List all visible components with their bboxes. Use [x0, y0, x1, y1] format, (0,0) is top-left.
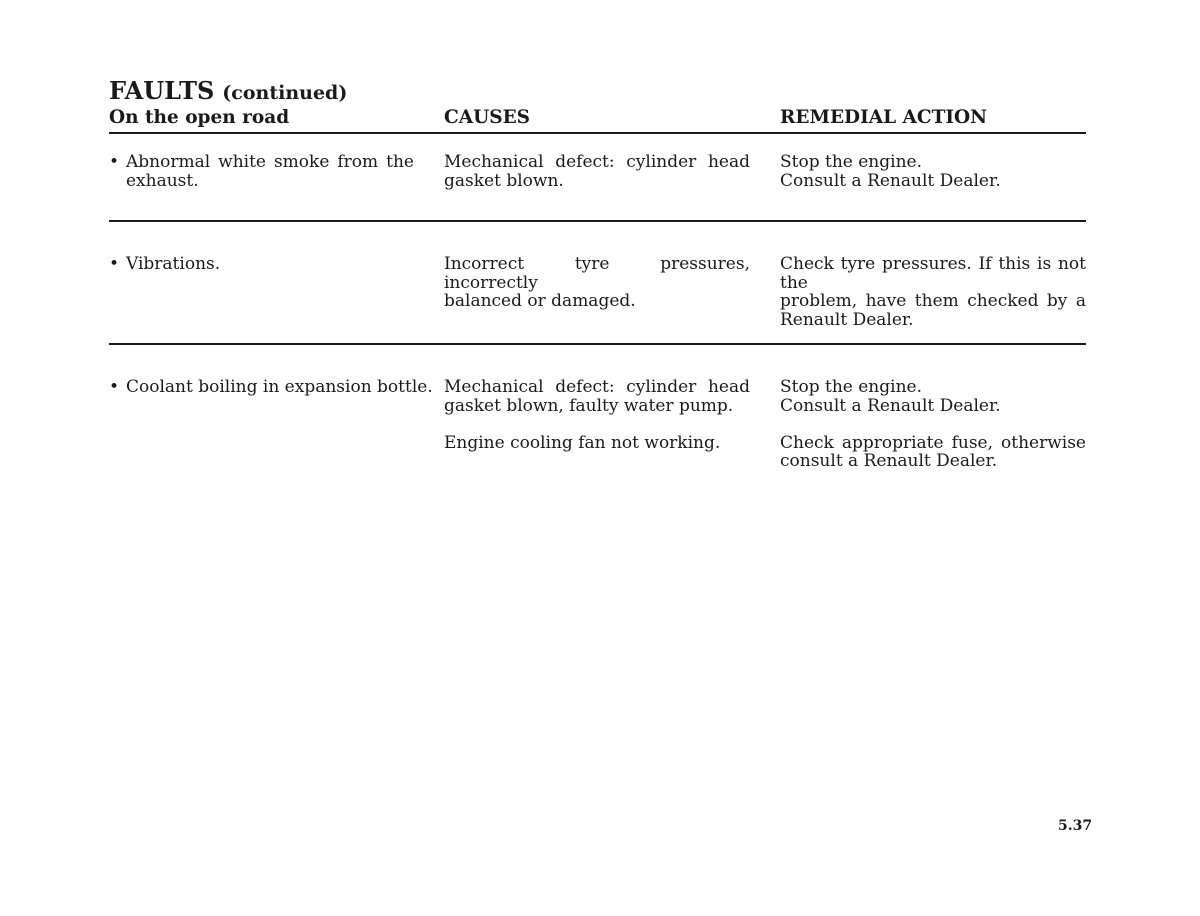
symptom-line: exhaust. [126, 170, 199, 191]
fault-row-coolant [109, 345, 1086, 471]
symptom-line: Abnormal white smoke from the [126, 152, 414, 172]
symptom-cell [109, 153, 444, 220]
cause-action-pair [444, 378, 1086, 415]
symptom-line: Vibrations. [126, 254, 221, 274]
fault-row-smoke [109, 134, 1086, 222]
table-header [109, 104, 1086, 134]
page-title [109, 76, 1086, 104]
symptom-text [126, 255, 414, 274]
bullet: • [109, 254, 120, 274]
bullet: • [109, 152, 120, 172]
header-symptom: On the open road [109, 107, 290, 128]
action-line: Stop the engine. [780, 377, 922, 397]
fault-row-vibrations [109, 222, 1086, 345]
symptom-cell [109, 255, 444, 343]
action-text [780, 378, 1086, 415]
cause-action-group [444, 255, 1086, 343]
cause-action-pair [444, 434, 1086, 471]
symptom-line: Coolant boiling in expansion bottle. [126, 377, 433, 397]
cause-line: gasket blown. [444, 170, 564, 191]
cause-line: Mechanical defect: cylinder head [444, 377, 750, 397]
cause-action-group [444, 153, 1086, 220]
cause-action-pair [444, 255, 1086, 329]
action-line: Consult a Renault Dealer. [780, 170, 1001, 191]
title-suffix: (continued) [222, 82, 348, 104]
cause-line: gasket blown, faulty water pump. [444, 395, 734, 416]
action-text [780, 153, 1086, 190]
title-main: FAULTS [109, 76, 215, 105]
bullet: • [109, 377, 120, 397]
cause-text [444, 434, 780, 471]
cause-text [444, 255, 780, 329]
manual-page [109, 76, 1086, 471]
cause-action-pair [444, 153, 1086, 190]
cause-line: Mechanical defect: cylinder head [444, 152, 750, 172]
action-line: Renault Dealer. [780, 309, 914, 330]
cause-line: balanced or damaged. [444, 291, 636, 311]
cause-text [444, 153, 780, 190]
cause-line: Engine cooling fan not working. [444, 432, 721, 453]
symptom-text [126, 378, 433, 397]
cause-text [444, 378, 780, 415]
cause-action-group [444, 378, 1086, 471]
action-line: problem, have them checked by a [780, 291, 1086, 311]
action-line: Check appropriate fuse, otherwise [780, 432, 1086, 453]
action-line: Stop the engine. [780, 152, 922, 172]
symptom-text [126, 153, 414, 190]
header-remedy: REMEDIAL ACTION [780, 107, 988, 128]
header-causes: CAUSES [444, 107, 531, 128]
action-line: Check tyre pressures. If this is not the [780, 254, 1086, 293]
action-text [780, 255, 1086, 329]
action-line: consult a Renault Dealer. [780, 451, 998, 471]
page-number: 5.37 [1058, 818, 1093, 834]
symptom-cell [109, 378, 444, 471]
cause-line: Incorrect tyre pressures, incorrectly [444, 254, 750, 293]
action-text [780, 434, 1086, 471]
action-line: Consult a Renault Dealer. [780, 395, 1001, 416]
